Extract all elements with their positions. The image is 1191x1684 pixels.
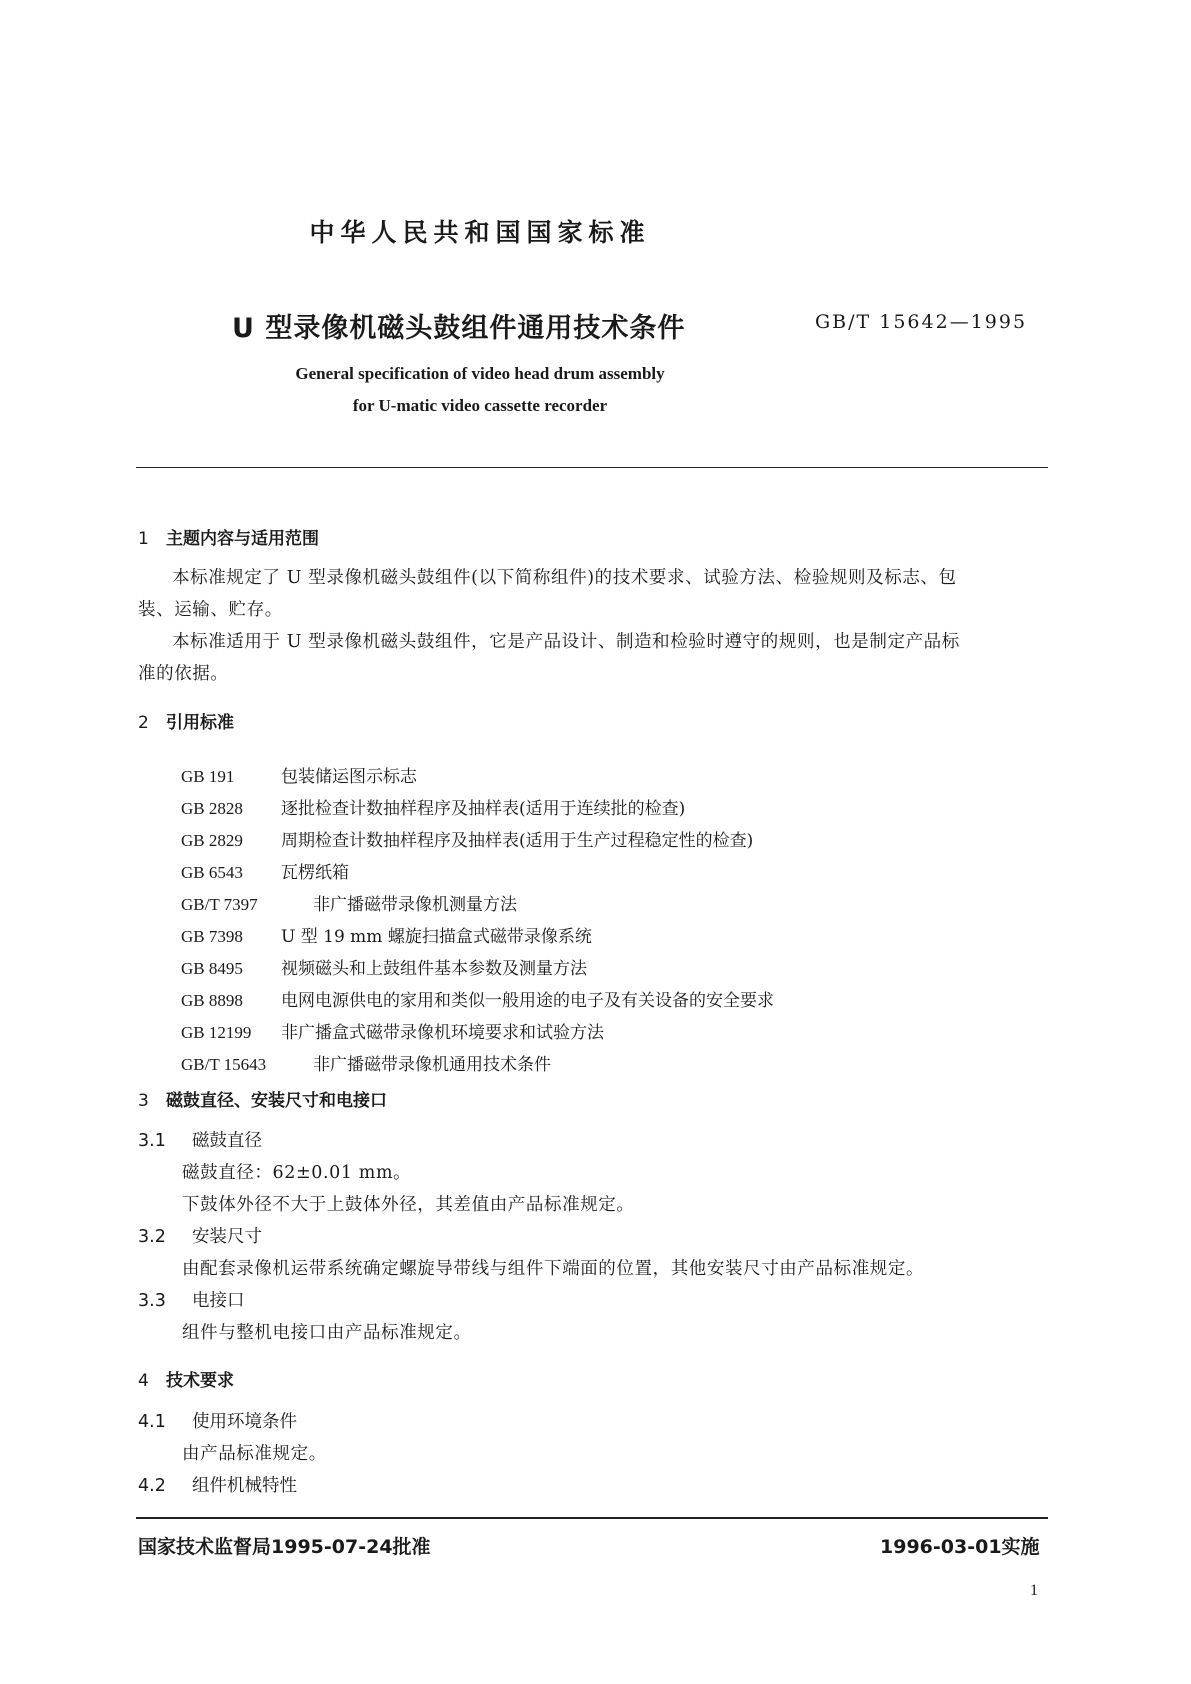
- reference-code: GB 8495: [181, 959, 243, 978]
- section-1-paragraph-2-line-2: 准的依据。: [138, 664, 229, 684]
- reference-code: GB 191: [181, 767, 235, 786]
- reference-name: 逐批检查计数抽样程序及抽样表(适用于连续批的检查): [281, 799, 686, 819]
- subsection-4-1-line-1: 由产品标准规定。: [182, 1444, 327, 1464]
- subsection-3-2-number: 3.2: [138, 1227, 166, 1247]
- subsection-4-2-number: 4.2: [138, 1476, 166, 1496]
- reference-name: 瓦楞纸箱: [281, 863, 349, 883]
- reference-code: GB/T 7397: [181, 895, 258, 914]
- subsection-3-2-heading: [138, 1223, 262, 1248]
- reference-item: [181, 922, 592, 947]
- reference-item: [181, 954, 587, 979]
- reference-item: [181, 1018, 604, 1043]
- reference-item: [181, 794, 685, 819]
- section-3-title: 磁鼓直径、安装尺寸和电接口: [166, 1091, 387, 1111]
- approval-statement: 国家技术监督局1995-07-24批准: [138, 1536, 431, 1558]
- section-1-paragraph-2-line-1: 本标准适用于 U 型录像机磁头鼓组件，它是产品设计、制造和检验时遵守的规则，也是制定产品标: [172, 632, 960, 652]
- footer-divider: [136, 1517, 1048, 1519]
- subsection-4-2-heading: [138, 1472, 297, 1497]
- section-2-number: 2: [138, 713, 149, 733]
- subsection-3-3-line-1: 组件与整机电接口由产品标准规定。: [182, 1323, 472, 1343]
- section-4-number: 4: [138, 1371, 149, 1391]
- subsection-3-1-line-2: 下鼓体外径不大于上鼓体外径，其差值由产品标准规定。: [182, 1195, 635, 1215]
- section-3-heading: [138, 1086, 387, 1111]
- subsection-3-2-line-1: 由配套录像机运带系统确定螺旋导带线与组件下端面的位置，其他安装尺寸由产品标准规定。: [182, 1259, 925, 1279]
- subsection-3-1-title: 磁鼓直径: [192, 1131, 262, 1151]
- implementation-date: 1996-03-01实施: [880, 1536, 1040, 1558]
- reference-item: [181, 890, 517, 915]
- section-4-title: 技术要求: [166, 1371, 234, 1391]
- document-title-en-line2: for U-matic video cassette recorder: [352, 396, 608, 415]
- reference-code: GB 6543: [181, 863, 243, 882]
- section-1-number: 1: [138, 529, 149, 549]
- reference-item: [181, 858, 349, 883]
- document-title-en-line1: General specification of video head drum assembly: [295, 364, 665, 383]
- section-1-title: 主题内容与适用范围: [166, 529, 319, 549]
- reference-name: 非广播盒式磁带录像机环境要求和试验方法: [281, 1023, 604, 1043]
- subsection-4-1-title: 使用环境条件: [192, 1412, 297, 1432]
- subsection-4-1-number: 4.1: [138, 1412, 166, 1432]
- document-title-cn: U 型录像机磁头鼓组件通用技术条件: [232, 313, 686, 344]
- reference-name: U 型 19 mm 螺旋扫描盒式磁带录像系统: [281, 927, 592, 947]
- national-standard-heading: 中华人民共和国国家标准: [309, 218, 651, 247]
- reference-name: 电网电源供电的家用和类似一般用途的电子及有关设备的安全要求: [281, 991, 774, 1011]
- subsection-3-3-heading: [138, 1287, 245, 1312]
- reference-code: GB 8898: [181, 991, 243, 1010]
- header-divider: [136, 467, 1048, 468]
- section-1-paragraph-1-line-2: 装、运输、贮存。: [138, 600, 283, 620]
- subsection-3-2-title: 安装尺寸: [192, 1227, 262, 1247]
- subsection-3-1-line-1: 磁鼓直径：62±0.01 mm。: [182, 1163, 412, 1183]
- reference-code: GB 2828: [181, 799, 243, 818]
- reference-name: 非广播磁带录像机测量方法: [313, 895, 517, 915]
- reference-name: 非广播磁带录像机通用技术条件: [313, 1055, 551, 1075]
- reference-code: GB/T 15643: [181, 1055, 267, 1074]
- reference-code: GB 12199: [181, 1023, 252, 1042]
- reference-name: 周期检查计数抽样程序及抽样表(适用于生产过程稳定性的检查): [281, 831, 754, 851]
- section-2-title: 引用标准: [166, 713, 234, 733]
- reference-code: GB 7398: [181, 927, 243, 946]
- reference-name: 包装储运图示标志: [281, 767, 417, 787]
- subsection-3-3-number: 3.3: [138, 1291, 166, 1311]
- page-number: 1: [1030, 1582, 1038, 1599]
- subsection-3-1-number: 3.1: [138, 1131, 166, 1151]
- reference-item: [181, 762, 417, 787]
- section-4-heading: [138, 1366, 234, 1391]
- section-1-paragraph-1-line-1: 本标准规定了 U 型录像机磁头鼓组件(以下简称组件)的技术要求、试验方法、检验规则及标志、包: [172, 568, 957, 588]
- subsection-4-1-heading: [138, 1408, 297, 1433]
- section-2-heading: [138, 708, 234, 733]
- reference-name: 视频磁头和上鼓组件基本参数及测量方法: [281, 959, 587, 979]
- reference-item: [181, 826, 753, 851]
- subsection-3-1-heading: [138, 1127, 262, 1152]
- reference-item: [181, 1050, 551, 1075]
- subsection-4-2-title: 组件机械特性: [192, 1476, 297, 1496]
- subsection-3-3-title: 电接口: [192, 1291, 245, 1311]
- standard-number: GB/T 15642—1995: [815, 311, 1028, 333]
- section-3-number: 3: [138, 1091, 149, 1111]
- reference-code: GB 2829: [181, 831, 243, 850]
- reference-item: [181, 986, 774, 1011]
- section-1-heading: [138, 524, 319, 549]
